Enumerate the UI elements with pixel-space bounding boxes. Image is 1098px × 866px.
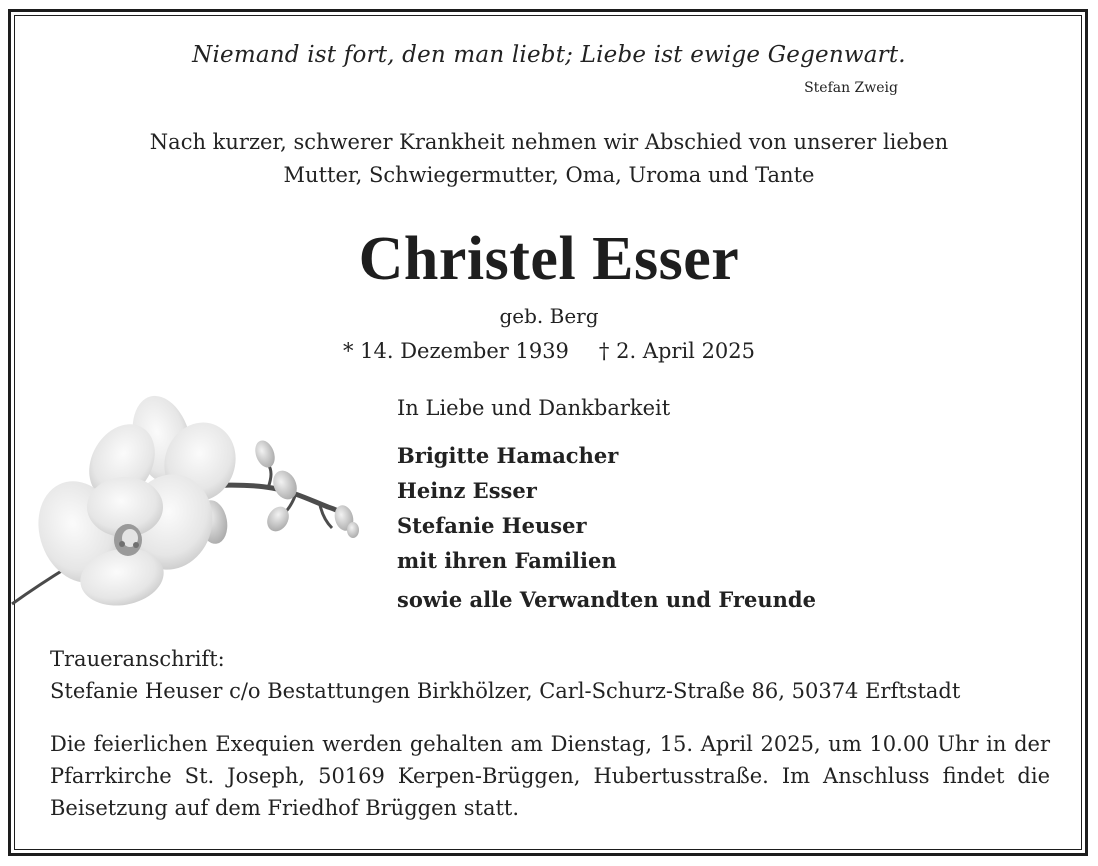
relatives-line: sowie alle Verwandten und Freunde: [397, 587, 816, 612]
orchid-illustration: [10, 392, 380, 617]
maiden-name: geb. Berg: [499, 304, 599, 328]
service-details: Die feierlichen Exequien werden gehalten am Dienstag, 15. April 2025, um 10.00 Uhr in der Pfarrkirche St. Joseph, 50169 Kerpen-Brüggen, Hubertusstraße. Im Anschluss findet die Beisetzung auf dem Friedhof Brüggen statt.: [50, 732, 1050, 820]
quote: Niemand ist fort, den man liebt; Liebe ist ewige Gegenwart.: [192, 42, 906, 68]
mourner-families: mit ihren Familien: [397, 548, 617, 573]
quote-author: Stefan Zweig: [804, 80, 898, 96]
intro-line-1: Nach kurzer, schwerer Krankheit nehmen wir Abschied von unserer lieben: [149, 130, 949, 154]
intro-text: [0, 126, 1098, 192]
mourner-3: Stefanie Heuser: [397, 513, 587, 538]
birth-date: * 14. Dezember 1939: [342, 339, 569, 363]
mourning-address: Stefanie Heuser c/o Bestattungen Birkhölzer, Carl-Schurz-Straße 86, 50374 Erftstadt: [50, 679, 961, 703]
thanks-line: In Liebe und Dankbarkeit: [397, 396, 671, 420]
deceased-name: Christel Esser: [358, 225, 740, 293]
life-dates: [0, 339, 1098, 363]
death-date: † 2. April 2025: [598, 339, 756, 363]
mourner-2: Heinz Esser: [397, 478, 537, 503]
mourners-list: [397, 438, 618, 578]
address-label: Traueranschrift:: [50, 647, 225, 671]
intro-line-2: Mutter, Schwiegermutter, Oma, Uroma und Tante: [283, 163, 815, 187]
mourner-1: Brigitte Hamacher: [397, 443, 619, 468]
